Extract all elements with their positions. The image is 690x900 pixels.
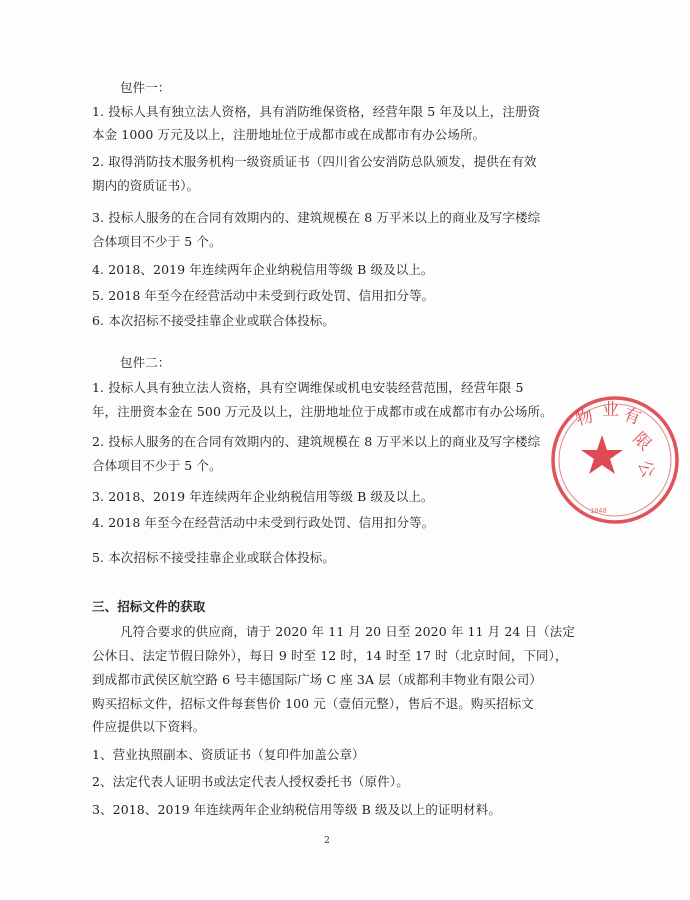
package2-line: 4. 2018 年至今在经营活动中未受到行政处罚、信用扣分等。 bbox=[92, 515, 435, 530]
package2-line: 1. 投标人具有独立法人资格，具有空调维保或机电安装经营范围，经营年限 5 bbox=[92, 380, 524, 395]
package1-line: 期内的资质证书）。 bbox=[92, 178, 200, 193]
package1-heading: 包件一： bbox=[120, 80, 171, 95]
section3-line: 件应提供以下资料。 bbox=[92, 719, 206, 734]
company-seal-stamp bbox=[540, 385, 690, 535]
section3-line: 2、法定代表人证明书或法定代表人授权委托书（原件）。 bbox=[92, 774, 409, 789]
package1-line: 5. 2018 年至今在经营活动中未受到行政处罚、信用扣分等。 bbox=[92, 288, 435, 303]
section3-line: 3、2018、2019 年连续两年企业纳税信用等级 B 级及以上的证明材料。 bbox=[92, 802, 501, 817]
package1-line: 6. 本次招标不接受挂靠企业或联合体投标。 bbox=[92, 313, 336, 328]
package1-line: 4. 2018、2019 年连续两年企业纳税信用等级 B 级及以上。 bbox=[92, 262, 434, 277]
package2-heading: 包件二： bbox=[120, 355, 171, 370]
svg-text:业: 业 bbox=[602, 400, 619, 420]
section3-line: 1、营业执照副本、资质证书（复印件加盖公章） bbox=[92, 747, 365, 762]
page-number: 2 bbox=[324, 836, 330, 846]
section3-line: 凡符合要求的供应商，请于 2020 年 11 月 20 日至 2020 年 11 月 24 日（法定 bbox=[120, 624, 575, 639]
svg-text:限: 限 bbox=[628, 428, 655, 455]
package1-line: 3. 投标人服务的在合同有效期内的、建筑规模在 8 万平米以上的商业及写字楼综 bbox=[92, 210, 541, 225]
package2-line: 5. 本次招标不接受挂靠企业或联合体投标。 bbox=[92, 550, 336, 565]
svg-text:1048: 1048 bbox=[590, 507, 607, 515]
package1-line: 本金 1000 万元及以上，注册地址位于成都市或在成都市有办公场所。 bbox=[92, 127, 486, 142]
svg-text:物: 物 bbox=[573, 406, 596, 431]
section3-line: 到成都市武侯区航空路 6 号丰德国际广场 C 座 3A 层（成都利丰物业有限公司） bbox=[92, 672, 542, 687]
svg-text:公: 公 bbox=[633, 457, 659, 481]
section3-line: 公休日、法定节假日除外），每日 9 时至 12 时，14 时至 17 时（北京时间，下同）， bbox=[92, 648, 568, 663]
package1-line: 2. 取得消防技术服务机构一级资质证书（四川省公安消防总队颁发，提供在有效 bbox=[92, 154, 537, 169]
section3-line: 购买招标文件，招标文件每套售价 100 元（壹佰元整），售后不退。购买招标文 bbox=[92, 696, 534, 711]
package1-line: 合体项目不少于 5 个。 bbox=[92, 234, 222, 249]
package2-line: 年，注册资本金在 500 万元及以上，注册地址位于成都市或在成都市有办公场所。 bbox=[92, 404, 553, 419]
package2-line: 2. 投标人服务的在合同有效期内的、建筑规模在 8 万平米以上的商业及写字楼综 bbox=[92, 434, 541, 449]
package2-line: 合体项目不少于 5 个。 bbox=[92, 458, 222, 473]
svg-text:有: 有 bbox=[620, 404, 644, 430]
section3-heading: 三、招标文件的获取 bbox=[92, 599, 206, 614]
package2-line: 3. 2018、2019 年连续两年企业纳税信用等级 B 级及以上。 bbox=[92, 489, 434, 504]
package1-line: 1. 投标人具有独立法人资格，具有消防维保资格，经营年限 5 年及以上，注册资 bbox=[92, 104, 541, 119]
